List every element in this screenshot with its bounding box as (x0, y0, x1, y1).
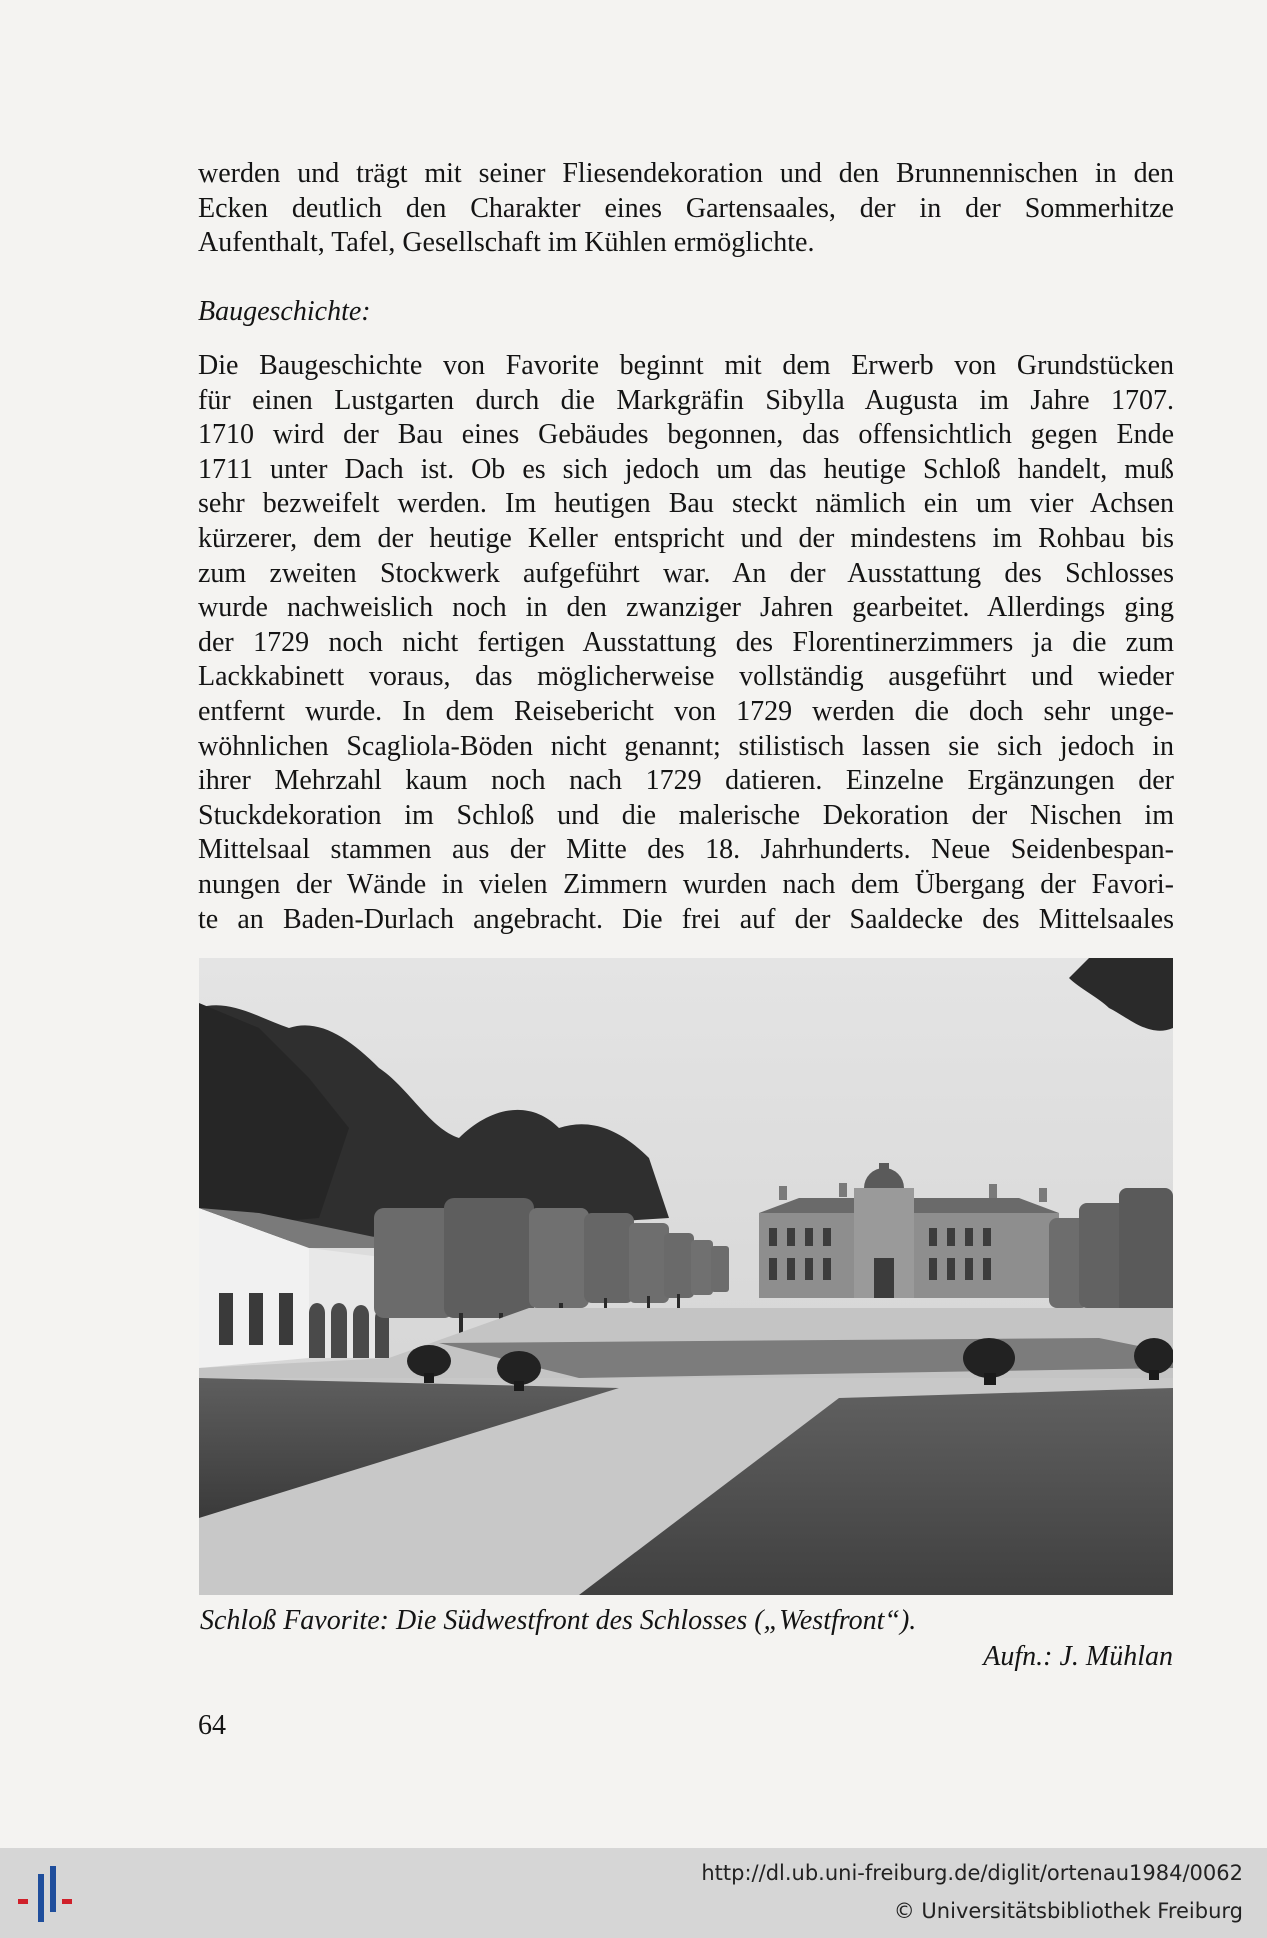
photo-caption: Schloß Favorite: Die Südwestfront des Schlosses („Westfront“). (200, 1605, 917, 1636)
text-line: Lackkabinett voraus, das möglicherweise vollständig ausgeführt und wieder (198, 661, 1174, 693)
intro-paragraph (198, 157, 1174, 261)
photo-credit: Aufn.: J. Mühlan (983, 1641, 1173, 1672)
text-line: wurde nachweislich noch in den zwanziger Jahren gearbeitet. Allerdings ging (198, 592, 1174, 624)
text-line: zum zweiten Stockwerk aufgeführt war. An der Ausstattung des Schlosses (198, 557, 1174, 589)
text-line: sehr bezweifelt werden. Im heutigen Bau steckt nämlich ein um vier Achsen (198, 488, 1174, 520)
text-line: 1711 unter Dach ist. Ob es sich jedoch um das heutige Schloß handelt, muß (198, 453, 1174, 485)
text-line: Aufenthalt, Tafel, Gesellschaft im Kühlen ermöglichte. (198, 227, 815, 259)
text-line: werden und trägt mit seiner Fliesendekoration und den Brunnennischen in den (198, 158, 1174, 189)
text-line: Ecken deutlich den Charakter eines Gartensaales, der in der Sommerhitze (198, 192, 1174, 224)
text-line: entfernt wurde. In dem Reisebericht von 1729 werden die doch sehr unge- (198, 695, 1174, 727)
source-url-link[interactable]: http://dl.ub.uni-freiburg.de/diglit/ortenau1984/0062 (701, 1861, 1243, 1885)
castle-photograph (199, 958, 1173, 1595)
footer-band (0, 1848, 1267, 1938)
text-line: der 1729 noch nicht fertigen Ausstattung des Florentinerzimmers ja die zum (198, 626, 1174, 658)
copyright-notice: © Universitätsbibliothek Freiburg (893, 1899, 1243, 1923)
ub-freiburg-logo-icon (16, 1862, 82, 1928)
text-line: ihrer Mehrzahl kaum noch nach 1729 datieren. Einzelne Ergänzungen der (198, 765, 1174, 797)
section-heading: Baugeschichte: (198, 296, 371, 327)
text-line: nungen der Wände in vielen Zimmern wurden nach dem Übergang der Favori- (198, 868, 1174, 900)
text-line: Mittelsaal stammen aus der Mitte des 18. Jahrhunderts. Neue Seidenbespan- (198, 834, 1174, 866)
text-line: Stuckdekoration im Schloß und die malerische Dekoration der Nischen im (198, 799, 1174, 831)
page-number: 64 (198, 1710, 226, 1741)
text-line: 1710 wird der Bau eines Gebäudes begonnen, das offensichtlich gegen Ende (198, 419, 1174, 451)
photo-illustration (199, 958, 1173, 1595)
history-paragraph (198, 349, 1174, 937)
text-line: für einen Lustgarten durch die Markgräfin Sibylla Augusta im Jahre 1707. (198, 384, 1174, 416)
text-line: wöhnlichen Scagliola-Böden nicht genannt; stilistisch lassen sie sich jedoch in (198, 730, 1174, 762)
text-line: Die Baugeschichte von Favorite beginnt mit dem Erwerb von Grundstücken (198, 350, 1174, 381)
text-line: te an Baden-Durlach angebracht. Die frei auf der Saaldecke des Mittelsaales (198, 903, 1174, 935)
text-line: kürzerer, dem der heutige Keller entspricht und der mindestens im Rohbau bis (198, 522, 1174, 554)
